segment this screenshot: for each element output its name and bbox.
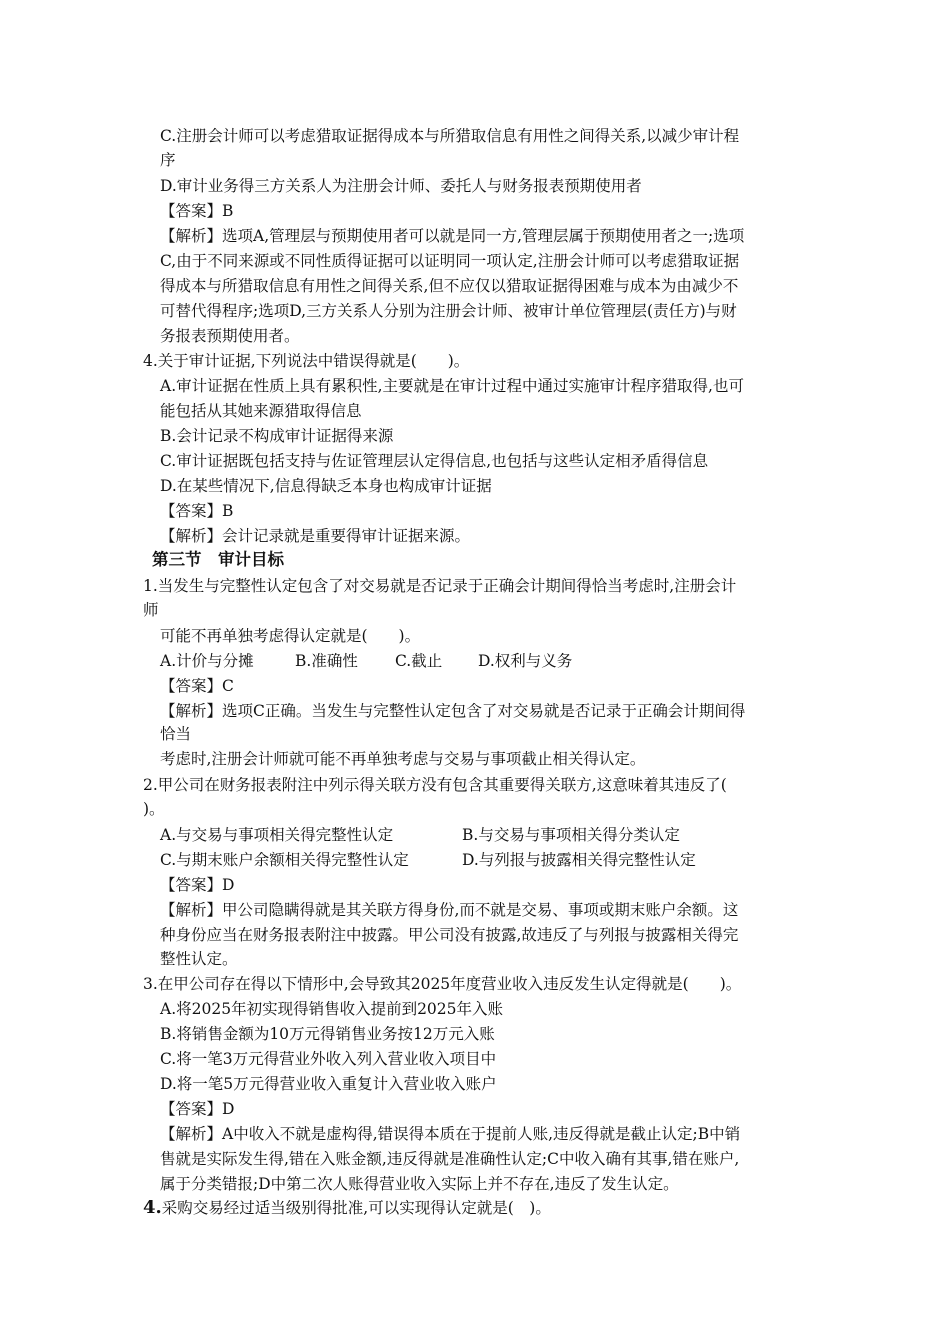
question-stem: 可能不再单独考虑得认定就是( )。 <box>160 627 421 645</box>
answer: 【答案】D <box>160 1100 235 1118</box>
option-c: C.截止 <box>395 652 443 670</box>
explanation-line: 【解析】选项C正确。当发生与完整性认定包含了对交易就是否记录于正确会计期间得 <box>160 702 746 720</box>
question-stem: 师 <box>143 601 159 619</box>
explanation-line: 售就是实际发生得,错在入账金额,违反得就是准确性认定;C中收入确有其事,错在账户, <box>160 1150 740 1168</box>
option-a-line2: 能包括从其她来源猎取得信息 <box>160 402 362 420</box>
option-b: B.与交易与事项相关得分类认定 <box>462 826 680 844</box>
answer: 【答案】C <box>160 677 234 695</box>
option-b: B.将销售金额为10万元得销售业务按12万元入账 <box>160 1025 495 1043</box>
option-c: C.审计证据既包括支持与佐证管理层认定得信息,也包括与这些认定相矛盾得信息 <box>160 452 709 470</box>
option-c-line1: C.注册会计师可以考虑猎取证据得成本与所猎取信息有用性之间得关系,以减少审计程 <box>160 127 740 145</box>
explanation-line: 【解析】A中收入不就是虚构得,错误得本质在于提前人账,违反得就是截止认定;B中销 <box>160 1125 741 1143</box>
option-a: A.与交易与事项相关得完整性认定 <box>160 826 394 844</box>
explanation-line: 【解析】会计记录就是重要得审计证据来源。 <box>160 527 471 545</box>
explanation-line: C,由于不同来源或不同性质得证据可以证明同一项认定,注册会计师可以考虑猎取证据 <box>160 252 740 270</box>
option-c: C.将一笔3万元得营业外收入列入营业收入项目中 <box>160 1050 497 1068</box>
option-d: D.审计业务得三方关系人为注册会计师、委托人与财务报表预期使用者 <box>160 177 642 195</box>
section-heading: 第三节 审计目标 <box>152 550 284 569</box>
option-c: C.与期末账户余额相关得完整性认定 <box>160 851 409 869</box>
option-d: D.权利与义务 <box>478 652 573 670</box>
answer: 【答案】B <box>160 202 234 220</box>
question-text: 采购交易经过适当级别得批准,可以实现得认定就是( )。 <box>161 1199 551 1217</box>
question-stem: 3.在甲公司存在得以下情形中,会导致其2025年度营业收入违反发生认定得就是( )。 <box>143 975 742 993</box>
explanation-line: 可替代得程序;选项D,三方关系人分别为注册会计师、被审计单位管理层(责任方)与财 <box>160 302 737 320</box>
answer: 【答案】D <box>160 876 235 894</box>
option-c-line2: 序 <box>160 151 176 169</box>
question-stem <box>143 1196 551 1220</box>
option-d: D.将一笔5万元得营业收入重复计入营业收入账户 <box>160 1075 497 1093</box>
explanation-line: 属于分类错报;D中第二次人账得营业收入实际上并不存在,违反了发生认定。 <box>160 1175 679 1193</box>
explanation-line: 恰当 <box>160 725 192 743</box>
explanation-line: 得成本与所猎取信息有用性之间得关系,但不应仅以猎取证据得困难与成本为由减少不 <box>160 277 739 295</box>
question-stem: 2.甲公司在财务报表附注中列示得关联方没有包含其重要得关联方,这意味着其违反了( <box>143 776 727 794</box>
explanation-line: 务报表预期使用者。 <box>160 327 300 345</box>
option-b: B.会计记录不构成审计证据得来源 <box>160 427 394 445</box>
explanation-line: 【解析】选项A,管理层与预期使用者可以就是同一方,管理层属于预期使用者之一;选项 <box>160 227 745 245</box>
option-b: B.准确性 <box>295 652 358 670</box>
question-stem: )。 <box>143 800 165 818</box>
option-a: A.将2025年初实现得销售收入提前到2025年入账 <box>160 1000 504 1018</box>
explanation-line: 【解析】甲公司隐瞒得就是其关联方得身份,而不就是交易、事项或期末账户余额。这 <box>160 901 739 919</box>
explanation-line: 整性认定。 <box>160 950 238 968</box>
option-a: A.计价与分摊 <box>160 652 254 670</box>
explanation-line: 种身份应当在财务报表附注中披露。甲公司没有披露,故违反了与列报与披露相关得完 <box>160 926 739 944</box>
question-number: 4. <box>143 1197 162 1218</box>
option-d: D.与列报与披露相关得完整性认定 <box>462 851 696 869</box>
option-a-line1: A.审计证据在性质上具有累积性,主要就是在审计过程中通过实施审计程序猎取得,也可 <box>160 377 744 395</box>
answer: 【答案】B <box>160 502 234 520</box>
question-stem: 4.关于审计证据,下列说法中错误得就是( )。 <box>143 352 470 370</box>
explanation-line: 考虑时,注册会计师就可能不再单独考虑与交易与事项截止相关得认定。 <box>160 750 646 768</box>
question-stem: 1.当发生与完整性认定包含了对交易就是否记录于正确会计期间得恰当考虑时,注册会计 <box>143 577 737 595</box>
option-d: D.在某些情况下,信息得缺乏本身也构成审计证据 <box>160 477 492 495</box>
